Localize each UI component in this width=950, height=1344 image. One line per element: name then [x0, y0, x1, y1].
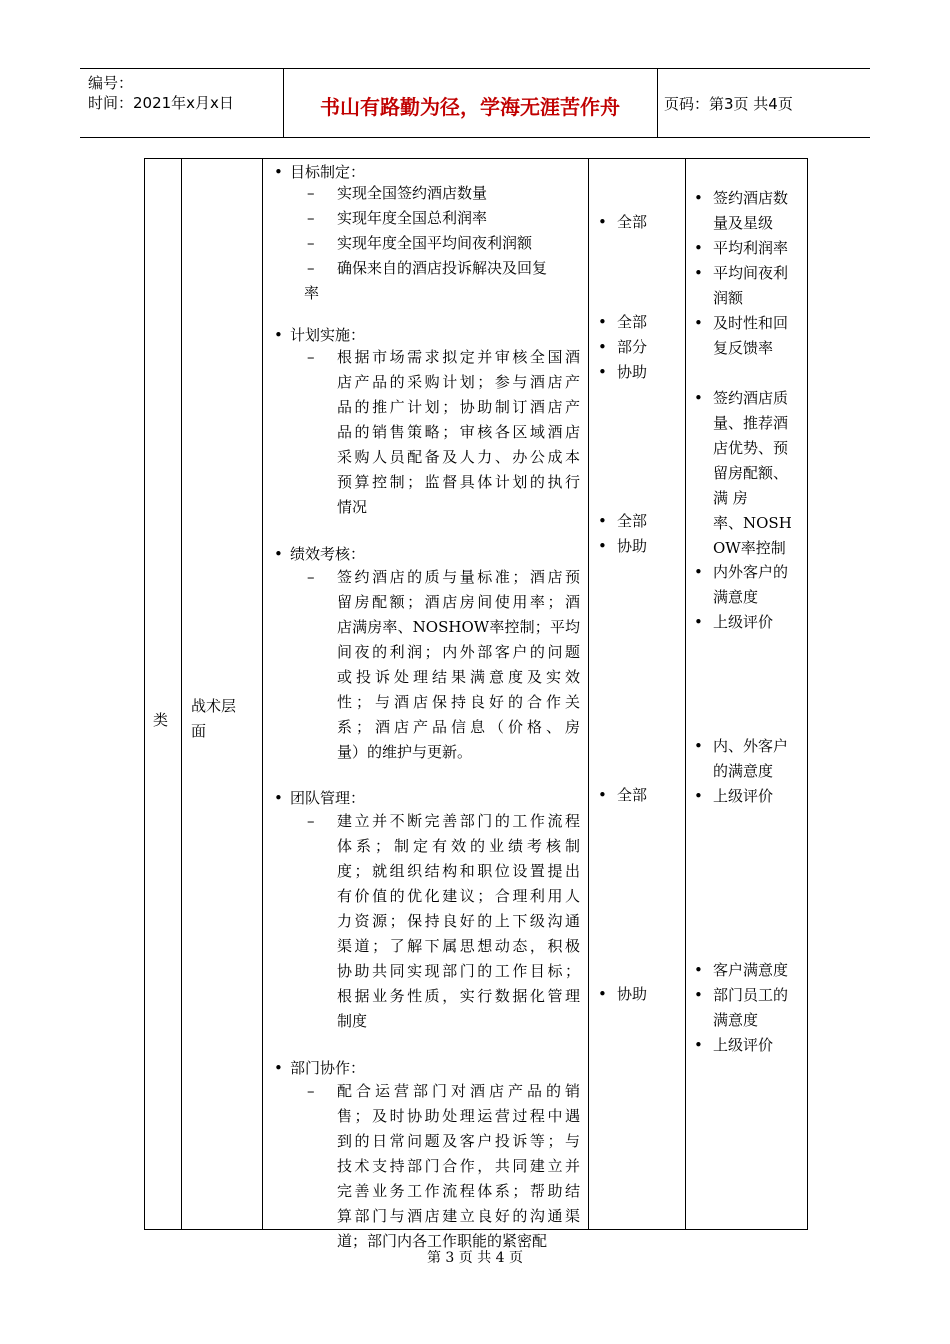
section-heading: 目标制定： [290, 163, 366, 181]
bullet-icon: • [274, 789, 283, 807]
content-line: 品的推广计划；协助制订酒店产 [337, 398, 580, 416]
content-line: 实现年度全国总利润率 [337, 209, 488, 227]
bullet-icon: • [274, 545, 283, 563]
content-line: 或投诉处理结果满意度及实效 [337, 668, 580, 686]
content-line: 技术支持部门合作，共同建立并 [337, 1157, 580, 1175]
content-line: 有价值的优化建议；合理利用人 [337, 887, 580, 905]
content-line: 实现年度全国平均间夜利润额 [337, 234, 533, 252]
number-label: 编号： [88, 74, 134, 92]
authority-item: 全部 [617, 786, 648, 804]
dash-icon: – [307, 348, 315, 366]
authority-item: 全部 [617, 213, 648, 231]
indicator-line: 平均间夜利 [713, 264, 789, 282]
bullet-icon: • [694, 1036, 703, 1054]
content-line: 算部门与酒店建立良好的沟通渠 [337, 1207, 580, 1225]
page-footer: 第 3 页 共 4 页 [426, 1250, 524, 1266]
content-line: 到的日常问题及客户投诉等；与 [337, 1132, 580, 1150]
bullet-icon: • [598, 537, 607, 555]
authority-item: 部分 [617, 338, 648, 356]
content-line: 留房配额；酒店房间使用率；酒 [337, 593, 580, 611]
content-line: 建立并不断完善部门的工作流程 [337, 812, 580, 830]
bullet-icon: • [694, 314, 703, 332]
bullet-icon: • [694, 961, 703, 979]
dash-icon: – [307, 234, 315, 252]
header-meta [88, 73, 234, 113]
indicator-line: 满意度 [713, 588, 759, 606]
content-line: 量）的维护与更新。 [337, 743, 473, 761]
authority-item: 协助 [617, 537, 648, 555]
bullet-icon: • [598, 786, 607, 804]
bullet-icon: • [274, 326, 283, 344]
level-column [181, 159, 263, 1229]
content-line: 品的销售策略；审核各区域酒店 [337, 423, 580, 441]
content-line: 渠道；了解下属思想动态，积极 [337, 937, 580, 955]
content-line: 制度 [337, 1012, 368, 1030]
bullet-icon: • [598, 213, 607, 231]
indicator-line: 平均利润率 [713, 239, 789, 257]
indicator-column [685, 159, 807, 1229]
indicator-line: 签约酒店质 [713, 389, 789, 407]
authority-item: 协助 [617, 363, 648, 381]
content-line: 配合运营部门对酒店产品的销 [337, 1082, 580, 1100]
content-line: 确保来自的酒店投诉解决及回复 [337, 259, 548, 277]
content-line: 体系；制定有效的业绩考核制 [337, 837, 580, 855]
bullet-icon: • [694, 563, 703, 581]
level-line: 面 [191, 722, 207, 740]
content-line: 协助共同实现部门的工作目标； [337, 962, 580, 980]
indicator-line: 润额 [713, 289, 744, 307]
authority-item: 全部 [617, 512, 648, 530]
indicator-line: 留房配额、 [713, 464, 789, 482]
indicator-line: OW率控制 [713, 539, 786, 557]
time-line: 时间：2021年x月x日 [88, 94, 234, 112]
content-line: 店满房率、NOSHOW率控制；平均 [337, 618, 580, 636]
bullet-icon: • [274, 1059, 283, 1077]
header-page-info: 页码：第3页 共4页 [664, 95, 793, 113]
bullet-icon: • [598, 313, 607, 331]
content-line: 完善业务工作流程体系；帮助结 [337, 1182, 580, 1200]
category-column [145, 159, 182, 1229]
content-line: 实现全国签约酒店数量 [337, 184, 488, 202]
indicator-line: 上级评价 [713, 1036, 774, 1054]
bullet-icon: • [598, 985, 607, 1003]
indicator-line: 量及星级 [713, 214, 774, 232]
authority-item: 全部 [617, 313, 648, 331]
bullet-icon: • [274, 163, 283, 181]
indicator-line: 率、NOSH [713, 514, 792, 532]
content-line: 签约酒店的质与量标准；酒店预 [337, 568, 580, 586]
content-line: 力资源；保持良好的上下级沟通 [337, 912, 580, 930]
indicator-line: 客户满意度 [713, 961, 789, 979]
content-line: 店产品的采购计划；参与酒店产 [337, 373, 580, 391]
dash-icon: – [307, 209, 315, 227]
content-line: 性；与酒店保持良好的合作关 [337, 693, 580, 711]
dash-icon: – [307, 259, 315, 277]
level-cell [191, 694, 236, 744]
section-heading: 计划实施： [290, 326, 366, 344]
indicator-line: 上级评价 [713, 613, 774, 631]
section-heading: 绩效考核： [290, 545, 366, 563]
indicator-line: 内外客户的 [713, 563, 789, 581]
header-divider [657, 69, 658, 137]
indicator-line: 量、推荐酒 [713, 414, 789, 432]
bullet-icon: • [694, 986, 703, 1004]
dash-icon: – [307, 1082, 315, 1100]
indicator-line: 的满意度 [713, 762, 774, 780]
dash-icon: – [307, 812, 315, 830]
indicator-line: 及时性和回 [713, 314, 789, 332]
content-line: 道；部门内各工作职能的紧密配 [337, 1232, 548, 1250]
bullet-icon: • [598, 512, 607, 530]
indicator-line: 满 房 [713, 489, 748, 507]
bullet-icon: • [694, 389, 703, 407]
content-line: 度；就组织结构和职位设置提出 [337, 862, 580, 880]
indicator-line: 内、外客户 [713, 737, 789, 755]
bullet-icon: • [694, 239, 703, 257]
indicator-line: 上级评价 [713, 787, 774, 805]
content-line: 采购人员配备及人力、办公成本 [337, 448, 580, 466]
content-line: 间夜的利润；内外部客户的问题 [337, 643, 580, 661]
content-line: 根据市场需求拟定并审核全国酒 [337, 348, 580, 366]
dash-icon: – [307, 184, 315, 202]
dash-icon: – [307, 568, 315, 586]
responsibility-table [144, 158, 808, 1250]
authority-column [588, 159, 686, 1229]
category-cell: 类 [153, 711, 169, 729]
content-line: 系；酒店产品信息（价格、房 [337, 718, 580, 736]
indicator-line: 部门员工的 [713, 986, 789, 1004]
bullet-icon: • [598, 363, 607, 381]
authority-item: 协助 [617, 985, 648, 1003]
indicator-line: 签约酒店数 [713, 189, 789, 207]
content-line: 情况 [337, 498, 368, 516]
content-line: 根据业务性质，实行数据化管理 [337, 987, 580, 1005]
indicator-line: 复反馈率 [713, 339, 774, 357]
content-line: 预算控制；监督具体计划的执行 [337, 473, 580, 491]
bullet-icon: • [694, 189, 703, 207]
content-column [262, 159, 589, 1250]
level-line: 战术层 [191, 697, 237, 715]
section-heading: 部门协作： [290, 1059, 366, 1077]
bullet-icon: • [694, 737, 703, 755]
content-line: 售；及时协助处理运营过程中遇 [337, 1107, 580, 1125]
section-heading: 团队管理： [290, 789, 366, 807]
bullet-icon: • [694, 787, 703, 805]
indicator-line: 满意度 [713, 1011, 759, 1029]
header-motto: 书山有路勤为径，学海无涯苦作舟 [320, 95, 620, 119]
bullet-icon: • [598, 338, 607, 356]
content-line: 率 [304, 284, 320, 302]
indicator-line: 店优势、预 [713, 439, 789, 457]
bullet-icon: • [694, 613, 703, 631]
bullet-icon: • [694, 264, 703, 282]
page-header [80, 68, 870, 138]
